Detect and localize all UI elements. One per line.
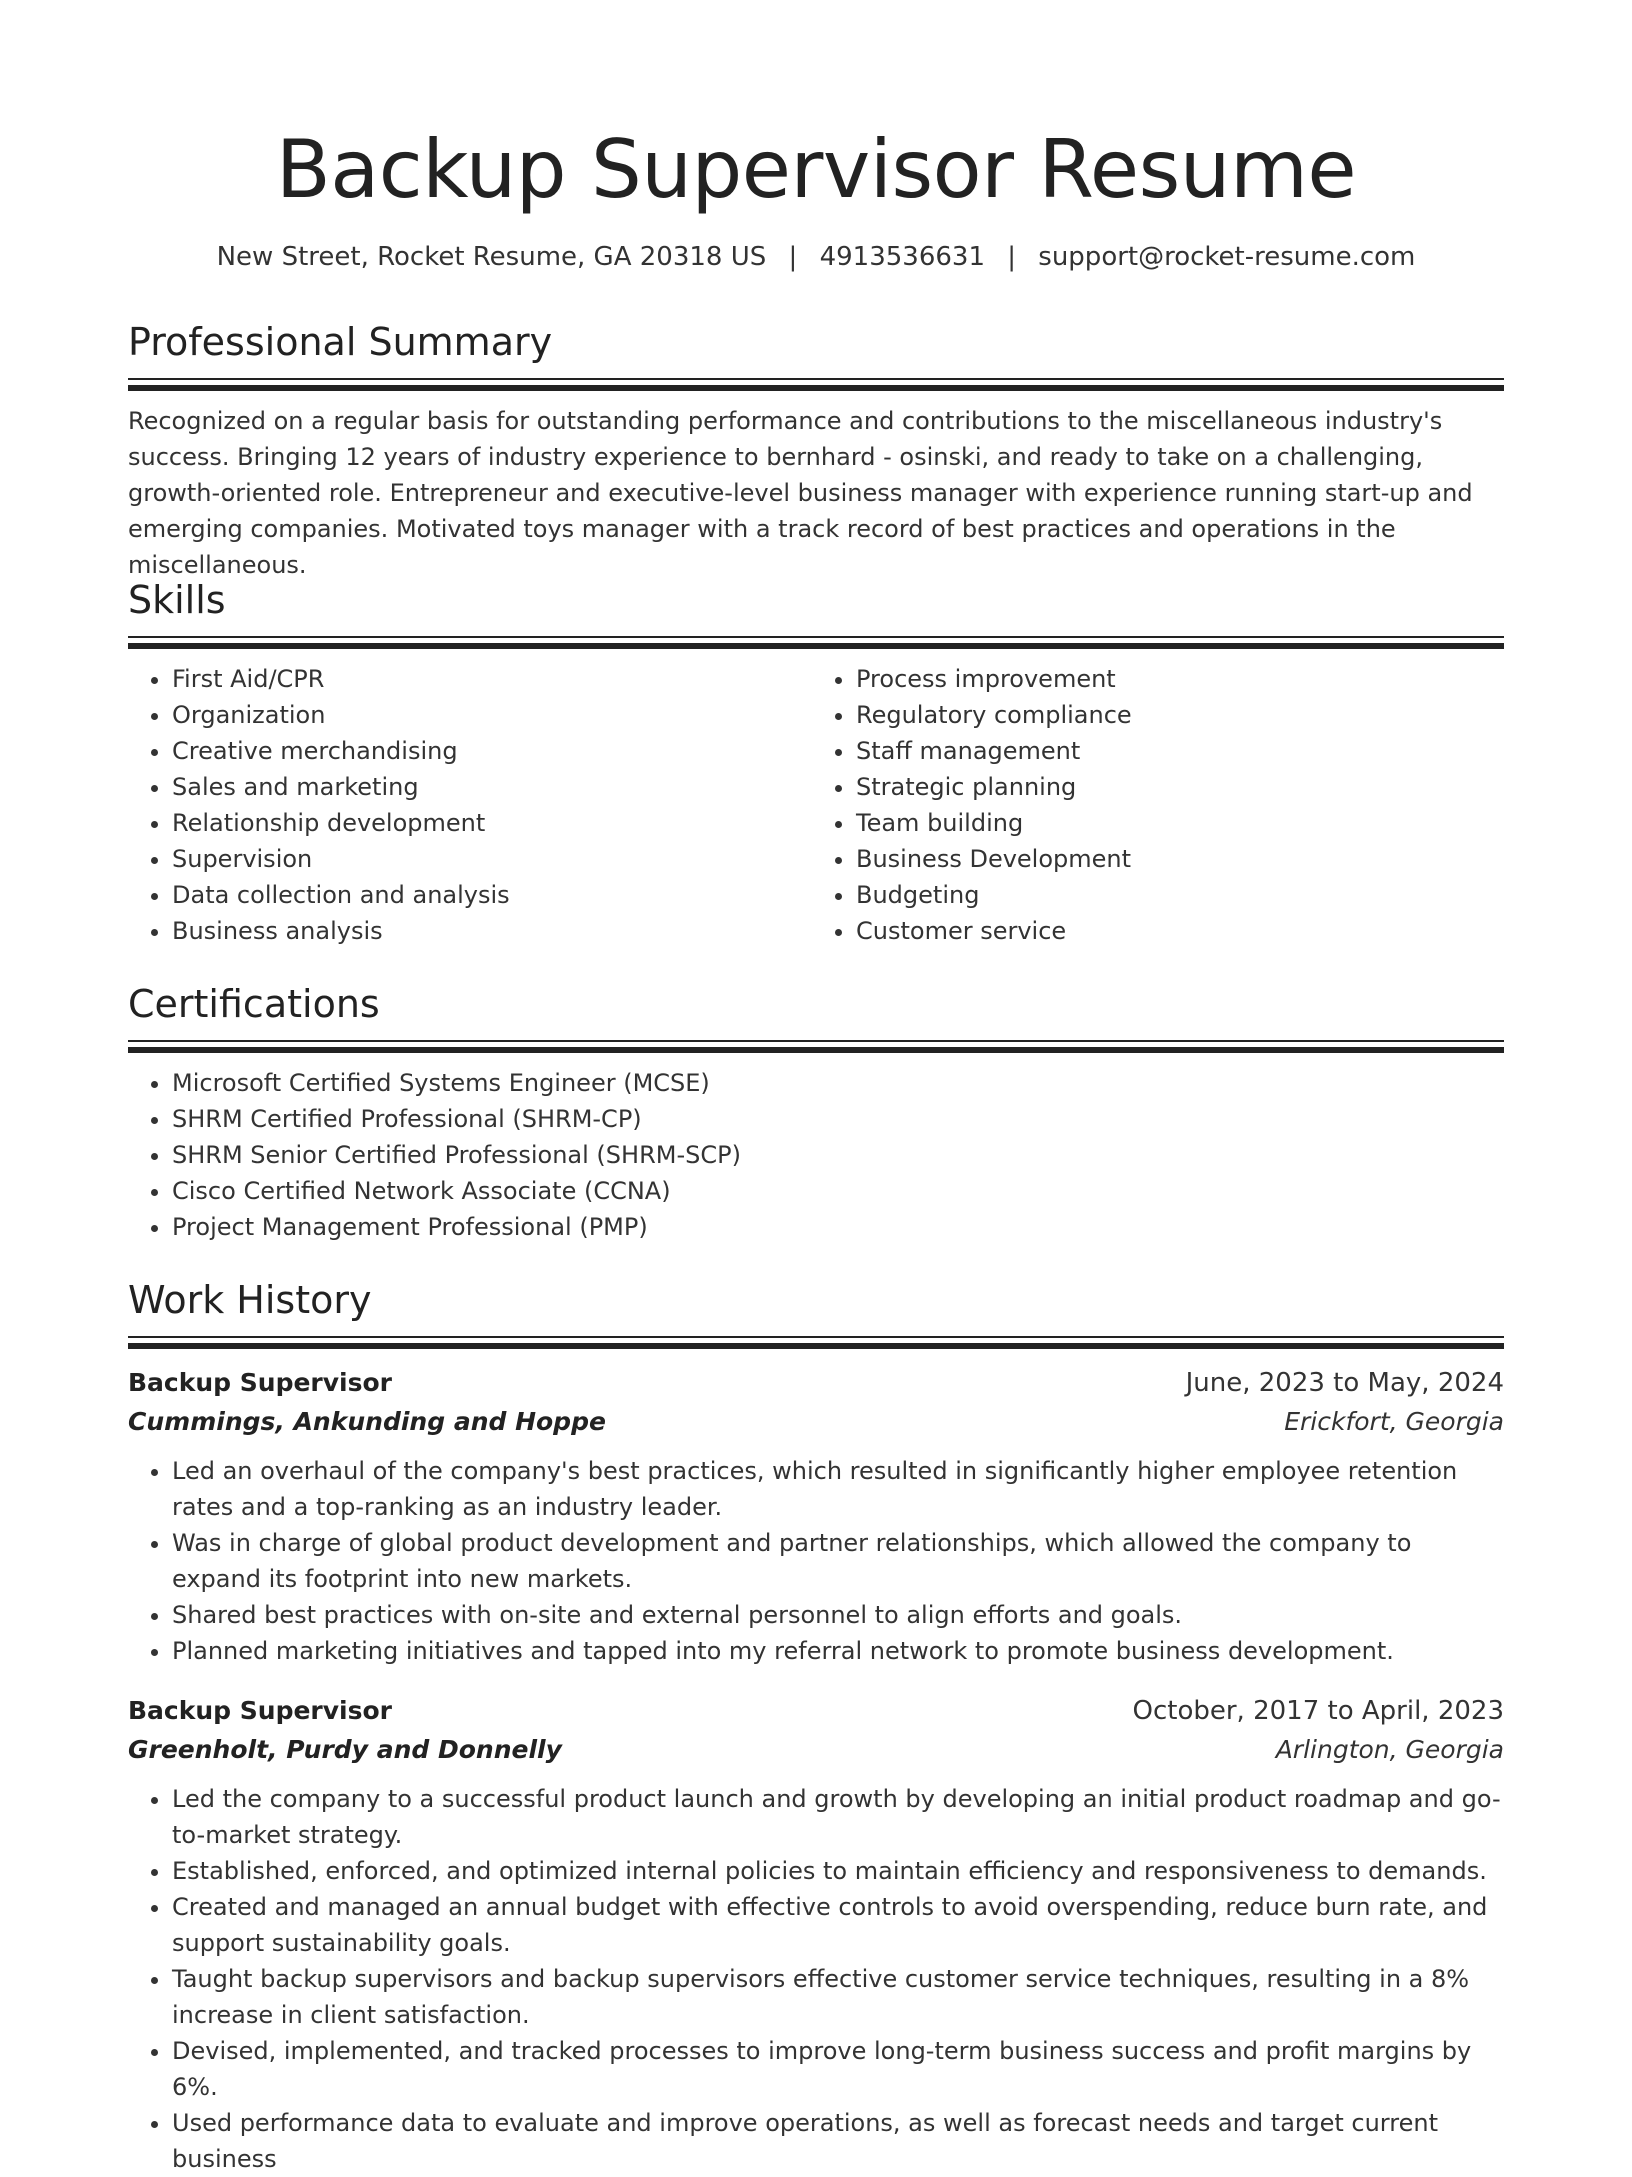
- certifications-list: [128, 1065, 1504, 1245]
- job-bullet: • Created and managed an annual budget with effective controls to avoid overspending, reduce burn rate, and support sustainability goals.: [172, 1889, 1504, 1961]
- skill-item: • Business analysis: [172, 913, 806, 949]
- certification-item: • SHRM Certified Professional (SHRM-CP): [172, 1101, 1504, 1137]
- certification-item: • SHRM Senior Certified Professional (SHRM-SCP): [172, 1137, 1504, 1173]
- skill-item: • Sales and marketing: [172, 769, 806, 805]
- job-bullets: [128, 1781, 1504, 2177]
- job-dates: October, 2017 to April, 2023: [1132, 1696, 1504, 1726]
- section-divider: [128, 378, 1504, 391]
- contact-separator: |: [788, 242, 798, 272]
- job-bullet: • Planned marketing initiatives and tapped into my referral network to promote business development.: [172, 1633, 1504, 1669]
- job-header-row: [128, 1691, 1504, 1731]
- job-title: Backup Supervisor: [128, 1368, 393, 1397]
- skill-item: • Business Development: [856, 841, 1486, 877]
- contact-address: New Street, Rocket Resume, GA 20318 US: [216, 242, 767, 272]
- job-location: Arlington, Georgia: [1275, 1735, 1504, 1764]
- summary-text: Recognized on a regular basis for outstanding performance and contributions to the miscellaneous industry's success. Bringing 12 years of industry experience to bernhard - osinski, and ready to take on a challenging, growth-oriented role. Entrepreneur and executive-level business manager with experience running start-up and emerging companies. Motivated toys manager with a track record of best practices and operations in the miscellaneous.: [128, 407, 1473, 579]
- certification-item: • Project Management Professional (PMP): [172, 1209, 1504, 1245]
- contact-email: support@rocket-resume.com: [1038, 242, 1416, 272]
- skills-section: [128, 576, 1504, 949]
- job-dates: June, 2023 to May, 2024: [1185, 1368, 1504, 1398]
- job-header-row: [128, 1363, 1504, 1403]
- skill-item: • Staff management: [856, 733, 1486, 769]
- skill-item: • First Aid/CPR: [172, 661, 806, 697]
- job-bullet: • Used performance data to evaluate and improve operations, as well as forecast needs and target current business: [172, 2105, 1504, 2177]
- certification-item: • Microsoft Certified Systems Engineer (MCSE): [172, 1065, 1504, 1101]
- skill-item: • Customer service: [856, 913, 1486, 949]
- job-bullet: • Shared best practices with on-site and external personnel to align efforts and goals.: [172, 1597, 1504, 1633]
- skills-heading: Skills: [128, 578, 226, 622]
- section-divider: [128, 1040, 1504, 1053]
- skill-item: • Team building: [856, 805, 1486, 841]
- job-company: Greenholt, Purdy and Donnelly: [128, 1735, 562, 1764]
- skill-item: • Organization: [172, 697, 806, 733]
- contact-separator: |: [1007, 242, 1017, 272]
- skills-list-right: [806, 661, 1486, 949]
- resume-title: Backup Supervisor Resume: [275, 123, 1357, 216]
- contact-line: [128, 240, 1504, 274]
- section-divider: [128, 1336, 1504, 1349]
- skill-item: • Regulatory compliance: [856, 697, 1486, 733]
- skill-item: • Process improvement: [856, 661, 1486, 697]
- certification-item: • Cisco Certified Network Associate (CCNA): [172, 1173, 1504, 1209]
- contact-phone: 4913536631: [819, 242, 985, 272]
- certifications-heading: Certifications: [128, 982, 380, 1026]
- job-location: Erickfort, Georgia: [1284, 1407, 1504, 1436]
- certifications-section: [128, 980, 1504, 1245]
- work-history-section: [128, 1276, 1504, 2177]
- job-bullet: • Established, enforced, and optimized internal policies to maintain efficiency and responsiveness to demands.: [172, 1853, 1504, 1889]
- job-company-row: [128, 1403, 1504, 1441]
- job-bullet: • Taught backup supervisors and backup supervisors effective customer service techniques, resulting in a 8% increase in client satisfaction.: [172, 1961, 1504, 2033]
- summary-section: [128, 318, 1504, 607]
- skills-columns: [128, 661, 1504, 949]
- work-history-heading: Work History: [128, 1278, 372, 1322]
- job-entry: [128, 1363, 1504, 1669]
- section-divider: [128, 636, 1504, 649]
- job-bullet: • Devised, implemented, and tracked processes to improve long-term business success and profit margins by 6%.: [172, 2033, 1504, 2105]
- job-bullets: [128, 1453, 1504, 1669]
- skills-list-left: [128, 661, 806, 949]
- skill-item: • Supervision: [172, 841, 806, 877]
- job-title: Backup Supervisor: [128, 1696, 393, 1725]
- job-bullet: • Led an overhaul of the company's best practices, which resulted in significantly higher employee retention rates and a top-ranking as an industry leader.: [172, 1453, 1504, 1525]
- job-company-row: [128, 1731, 1504, 1769]
- skill-item: • Relationship development: [172, 805, 806, 841]
- resume-page: [128, 0, 1504, 2173]
- skill-item: • Strategic planning: [856, 769, 1486, 805]
- skill-item: • Data collection and analysis: [172, 877, 806, 913]
- job-entry: [128, 1691, 1504, 2177]
- job-bullet: • Led the company to a successful product launch and growth by developing an initial product roadmap and go-to-market strategy.: [172, 1781, 1504, 1853]
- summary-heading: Professional Summary: [128, 320, 553, 364]
- skill-item: • Budgeting: [856, 877, 1486, 913]
- job-company: Cummings, Ankunding and Hoppe: [128, 1407, 606, 1436]
- skill-item: • Creative merchandising: [172, 733, 806, 769]
- job-bullet: • Was in charge of global product development and partner relationships, which allowed the company to expand its footprint into new markets.: [172, 1525, 1504, 1597]
